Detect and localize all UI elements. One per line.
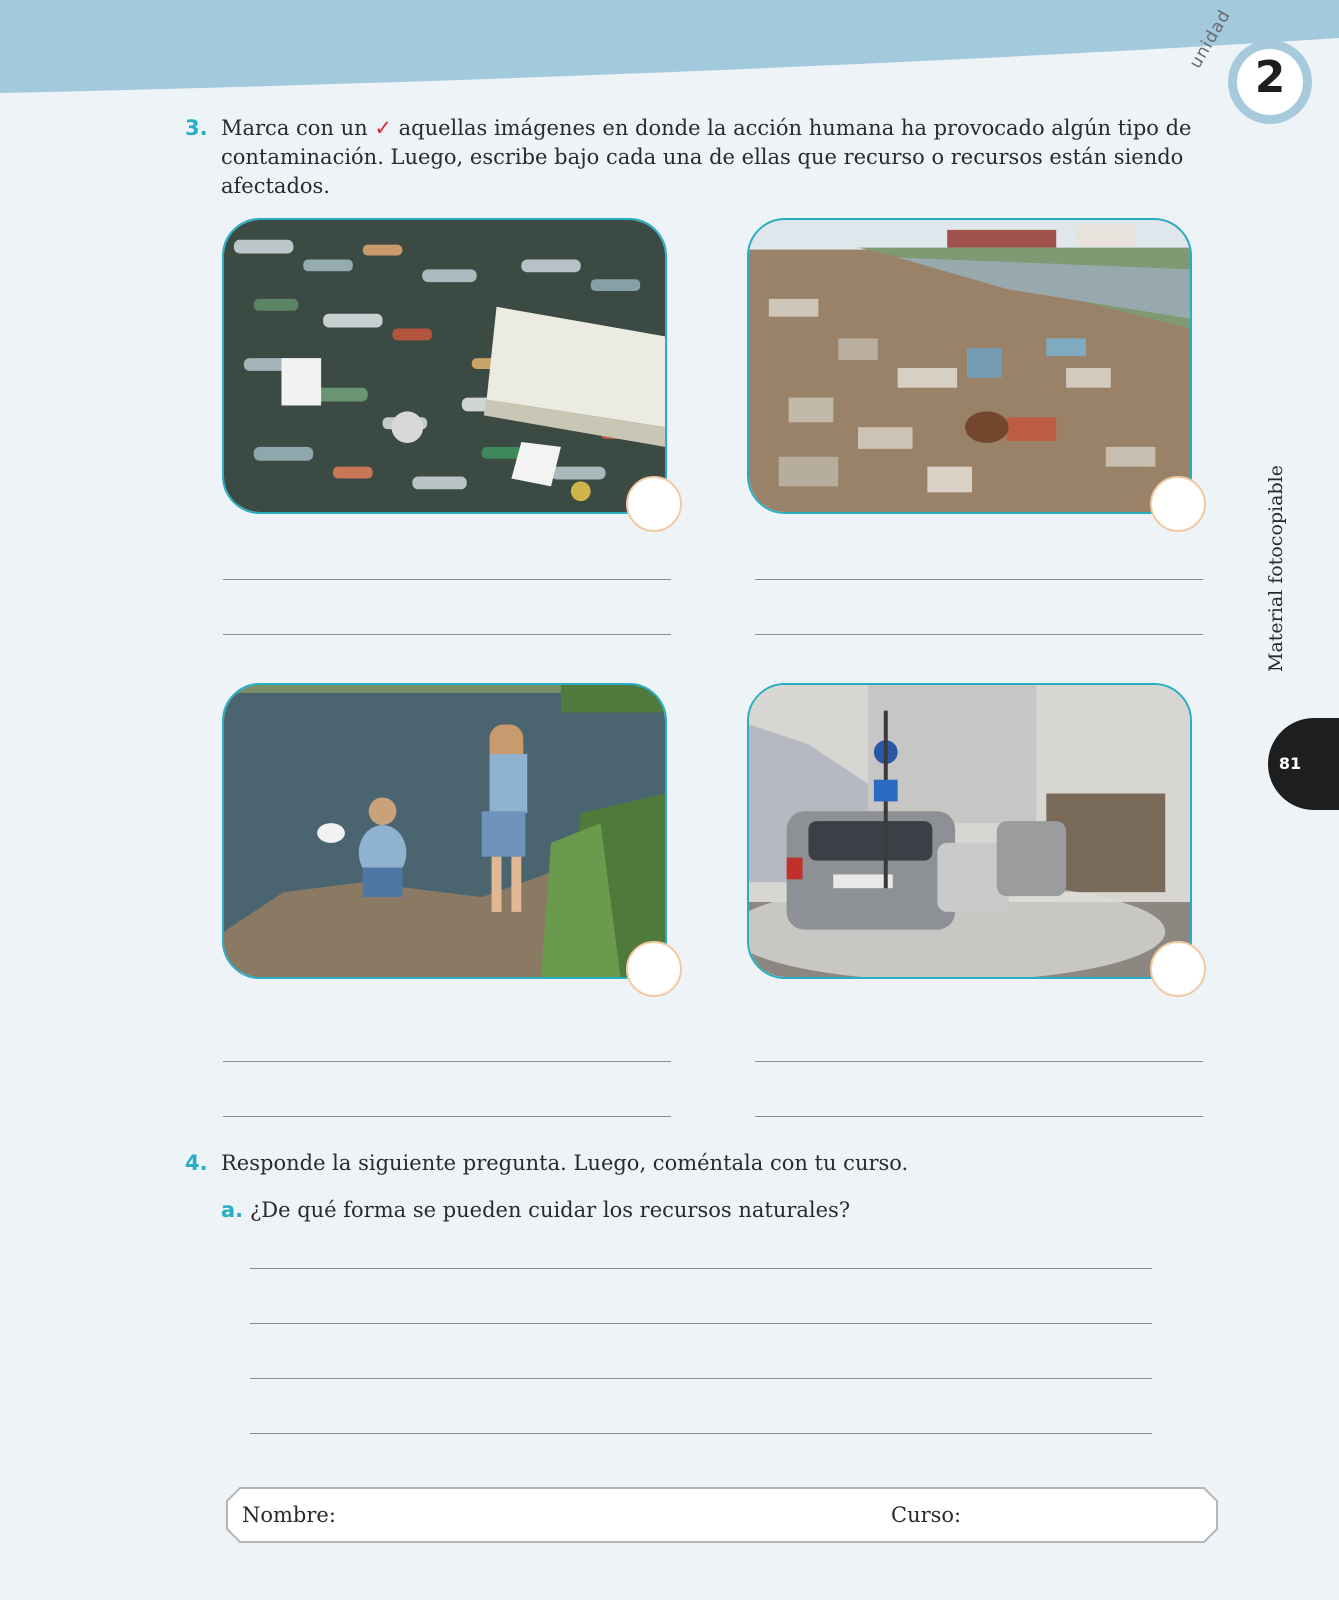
header-band xyxy=(0,0,1339,100)
page-number-tab xyxy=(1268,718,1339,810)
question-3-text-start: Marca con un xyxy=(221,116,375,140)
name-course-box xyxy=(226,1487,1218,1543)
answer-line-q4-4[interactable] xyxy=(250,1433,1152,1434)
unit-badge xyxy=(1228,40,1312,124)
page-number: 81 xyxy=(1278,754,1302,773)
question-4a-letter: a. xyxy=(221,1198,244,1222)
answer-line-4b[interactable] xyxy=(755,1116,1203,1117)
unit-label: unidad xyxy=(1185,6,1236,73)
question-3-text-line3: afectados. xyxy=(221,174,330,198)
answer-line-q4-1[interactable] xyxy=(250,1268,1152,1269)
side-label: Material fotocopiable xyxy=(1265,465,1287,672)
answer-line-q4-3[interactable] xyxy=(250,1378,1152,1379)
answer-line-2a[interactable] xyxy=(755,579,1203,580)
answer-line-q4-2[interactable] xyxy=(250,1323,1152,1324)
check-circle-1[interactable] xyxy=(626,476,682,532)
unit-number: 2 xyxy=(1254,52,1286,103)
answer-line-1a[interactable] xyxy=(223,579,671,580)
check-circle-2[interactable] xyxy=(1150,476,1206,532)
question-3-text-line1: aquellas imágenes en donde la acción humana ha provocado algún tipo de xyxy=(391,116,1192,140)
answer-line-1b[interactable] xyxy=(223,634,671,635)
photo-water-plastic-bottles xyxy=(222,218,667,514)
question-4-number: 4. xyxy=(185,1151,208,1175)
question-3-number: 3. xyxy=(185,116,208,140)
question-3-text xyxy=(221,114,1201,201)
check-mark-icon: ✓ xyxy=(374,116,392,140)
course-label: Curso: xyxy=(891,1503,962,1527)
answer-line-3a[interactable] xyxy=(223,1061,671,1062)
question-4a-text: ¿De qué forma se pueden cuidar los recursos naturales? xyxy=(250,1198,851,1222)
photo-riverbank-garbage xyxy=(747,218,1192,514)
photo-car-exhaust-traffic xyxy=(747,683,1192,979)
answer-line-4a[interactable] xyxy=(755,1061,1203,1062)
answer-line-3b[interactable] xyxy=(223,1116,671,1117)
answer-line-2b[interactable] xyxy=(755,634,1203,635)
photo-girls-by-lake xyxy=(222,683,667,979)
name-label: Nombre: xyxy=(242,1503,336,1527)
check-circle-3[interactable] xyxy=(626,941,682,997)
check-circle-4[interactable] xyxy=(1150,941,1206,997)
question-4-text: Responde la siguiente pregunta. Luego, coméntala con tu curso. xyxy=(221,1151,909,1175)
question-3-text-line2: contaminación. Luego, escribe bajo cada una de ellas que recurso o recursos están siendo xyxy=(221,145,1184,169)
